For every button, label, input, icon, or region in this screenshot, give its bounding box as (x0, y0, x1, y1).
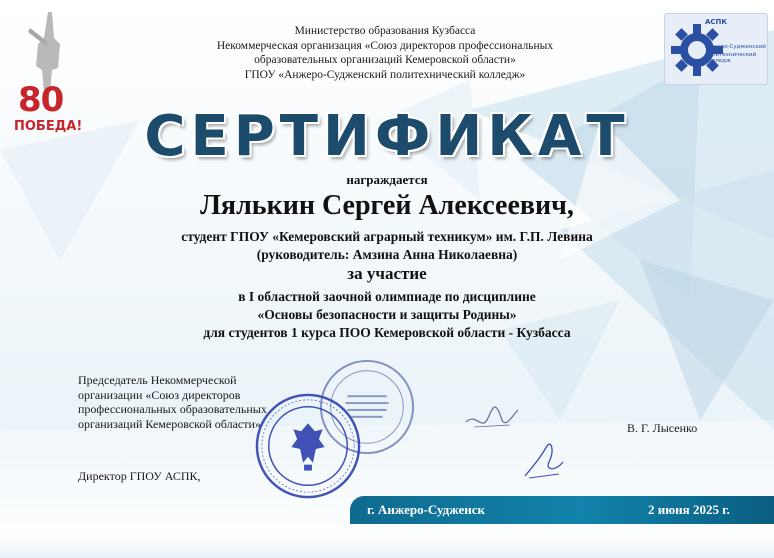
college-logo (664, 13, 768, 85)
chairman-line-1: Председатель Некоммерческой (78, 373, 237, 387)
supervisor: (руководитель: Амзина Анна Николаевна) (256, 247, 518, 262)
victory-80-number: 80 (18, 80, 64, 120)
header-line-4: ГПОУ «Анжеро-Судженский политехнический колледж» (244, 68, 526, 81)
chairman-name: В. Г. Лысенко (627, 421, 698, 435)
footer-city: г. Анжеро-Судженск (367, 502, 485, 517)
recipient-info: студент ГПОУ «Кемеровский аграрный техникум» им. Г.П. Левина (181, 229, 593, 244)
header-line-3: образовательных организаций Кемеровской области» (254, 54, 516, 66)
chairman-line-3: профессиональных образовательных (78, 402, 267, 416)
chairman-title (78, 373, 318, 431)
footer-date: 2 июня 2025 г. (648, 502, 730, 517)
awarded-label: награждается (346, 172, 428, 187)
chairman-line-4: организаций Кемеровской области» (78, 416, 261, 431)
header-line-1: Министерство образования Кузбасса (294, 25, 476, 37)
chairman-line-2: организации «Союз директоров (78, 387, 241, 402)
director-title: Директор ГПОУ АСПК, (78, 469, 201, 483)
for-participation: за участие (347, 264, 427, 283)
event-line-1: в I областной заочной олимпиаде по дисциплине (238, 289, 536, 304)
college-name-line1: Анжеро-Судженский (705, 44, 766, 50)
certificate-title: СЕРТИФИКАТ (144, 104, 630, 169)
gear-icon (669, 22, 725, 78)
event-line-3: для студентов 1 курса ПОО Кемеровской области - Кузбасса (203, 325, 571, 340)
chair-signature (462, 392, 522, 437)
victory-word: ПОБЕДА! (14, 119, 83, 134)
issuer-header (170, 24, 600, 82)
college-name-line2: политехнический колледж (705, 52, 757, 64)
bottom-strip (0, 536, 774, 558)
director-signature (519, 432, 569, 482)
recipient-name: Лялькин Сергей Алексеевич, (200, 190, 574, 221)
college-abbr: АСПК (705, 18, 728, 26)
header-line-2: Некоммерческая организация «Союз директоров профессиональных (216, 39, 554, 52)
event-line-2: «Основы безопасности и защиты Родины» (257, 307, 517, 322)
